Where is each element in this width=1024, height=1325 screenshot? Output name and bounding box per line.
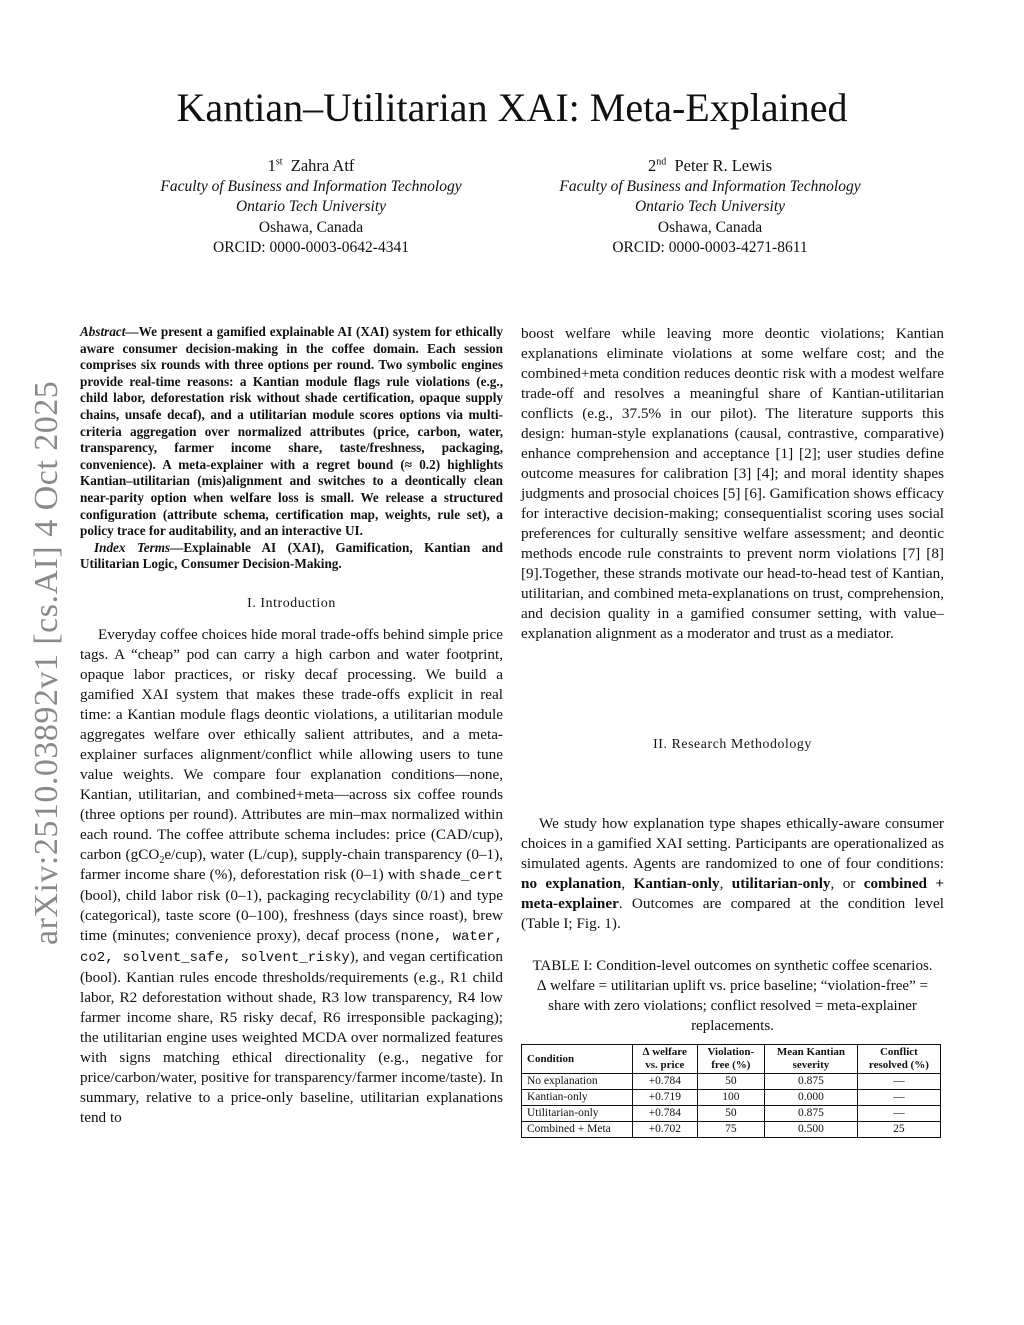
cell-severity: 0.000 <box>765 1090 858 1106</box>
header-severity: Mean Kantian severity <box>765 1045 858 1074</box>
header-welfare: ∆ welfare vs. price <box>633 1045 698 1074</box>
cell-condition: No explanation <box>522 1074 633 1090</box>
table-row <box>522 1122 941 1138</box>
table-caption: TABLE I: Condition-level outcomes on synthetic coffee scenarios. ∆ welfare = utilitarian uplift vs. price baseline; “violation-free” = share with zero violations; conflict resolved = meta-explainer replacements. <box>532 958 933 1034</box>
cell-welfare: +0.784 <box>633 1074 698 1090</box>
author-name: 1st Zahra Atf <box>267 156 355 175</box>
cell-conflict: — <box>857 1106 940 1122</box>
intro-paragraph-continued: boost welfare while leaving more deontic violations; Kantian explanations eliminate violations at some welfare cost; and the combined+meta condition reduces deontic risk with a modest welfare trade-off and resolves a meaningful share of Kantian-utilitarian conflicts (e.g., 37.5% in our pilot). The literature supports this design: human-style explanations (causal, contrastive, comparative) enhance comprehension and acceptance [1] [2]; user studies define outcome measures for calibration [3] [4]; and moral identity shapes judgments and prosocial choices [5] [6]. Gamification shows efficacy for interactive decision-making; consequentialist scoring uses social preferences for culturally sensitive welfare assessment; and deontic methods encode rule constraints to prevent norm violations [7] [8] [9].Together, these strands motivate our head-to-head test of Kantian, utilitarian, and combined meta-explanations on trust, comprehension, and decision quality in a gamified consumer setting, with value–explanation alignment as a moderator and trust as a mediator. <box>521 325 944 642</box>
author-orcid: ORCID: 0000-0003-0642-4341 <box>213 239 409 256</box>
author-block-1 <box>101 156 521 259</box>
table-row <box>522 1074 941 1090</box>
cell-severity: 0.875 <box>765 1074 858 1090</box>
author-orcid: ORCID: 0000-0003-4271-8611 <box>612 239 808 256</box>
author-university: Ontario Tech University <box>634 198 786 215</box>
methodology-paragraph: We study how explanation type shapes ethically-aware consumer choices in a gamified XAI setting. Participants are operationalized as simulated agents. Agents are randomized to one of four conditions: no explanation, Kantian-only, utilitarian-only, or combined + meta-explainer. Outcomes are compared at the condition level (Table I; Fig. 1). <box>521 815 945 932</box>
table-header-row <box>522 1045 941 1074</box>
header-condition: Condition <box>522 1045 633 1074</box>
cell-welfare: +0.784 <box>633 1106 698 1122</box>
cell-conflict: — <box>857 1074 940 1090</box>
author-location: Oshawa, Canada <box>657 218 763 236</box>
cell-violation-free: 50 <box>697 1074 765 1090</box>
section-heading-introduction: I. Introduction <box>247 594 336 610</box>
cell-welfare: +0.702 <box>633 1122 698 1138</box>
paper-title: Kantian–Utilitarian XAI: Meta-Explained <box>176 85 848 130</box>
cell-violation-free: 75 <box>697 1122 765 1138</box>
author-affiliation: Faculty of Business and Information Technology <box>160 177 462 195</box>
cell-violation-free: 100 <box>697 1090 765 1106</box>
cell-conflict: — <box>857 1090 940 1106</box>
author-block-2 <box>500 156 920 259</box>
intro-paragraph: Everyday coffee choices hide moral trade-offs behind simple price tags. A “cheap” pod can carry a high carbon and water footprint, opaque labor practices, or risky decaf processing. We build a gamified XAI system that makes these trade-offs explicit in real time: a Kantian module flags deontic violations, a utilitarian module aggregates welfare over ethically salient attributes, and a meta-explainer surfaces alignment/conflict while allowing users to tune value weights. We compare four explanation conditions—none, Kantian, utilitarian, and combined+meta—across six coffee rounds (three options per round). Attributes are min–max normalized within each round. The coffee attribute schema includes: price (CAD/cup), carbon (gCO$_2$e/cup), water (L/cup), supply-chain transparency (0–1), farmer income share (%), deforestation risk (0–1) with shade_cert (bool), child labor risk (0–1), packaging recyclability (0/1) and type (categorical), taste score (0–100), freshness (days since roast), brew time (minutes; convenience proxy), decaf process (none, water, co2, solvent_safe, solvent_risky), and vegan certification (bool). Kantian rules encode thresholds/requirements (e.g., R1 child labor, R2 deforestation without shade, R3 low transparency, R4 low farmer income share, R5 risky decaf, R6 irresponsible packaging); the utilitarian engine uses weighted MCDA over normalized features with signs matching ethical directionality (e.g., negative for price/carbon/water, positive for transparency/farmer income/taste). In summary, relative to a price-only baseline, utilitarian explanations tend to <box>80 625 503 1126</box>
header-conflict: Conflict resolved (%) <box>857 1045 940 1074</box>
header-violation-free: Violation- free (%) <box>697 1045 765 1074</box>
table-row <box>522 1090 941 1106</box>
cell-conflict: 25 <box>857 1122 940 1138</box>
table-row <box>522 1106 941 1122</box>
author-location: Oshawa, Canada <box>258 218 364 236</box>
right-column <box>521 324 944 1138</box>
cell-violation-free: 50 <box>697 1106 765 1122</box>
section-heading-methodology: II. Research Methodology <box>653 736 812 751</box>
author-name: 2nd Peter R. Lewis <box>647 156 773 175</box>
cell-condition: Kantian-only <box>522 1090 633 1106</box>
author-university: Ontario Tech University <box>235 198 387 215</box>
arxiv-identifier-stamp: arXiv:2510.03892v1 [cs.AI] 4 Oct 2025 <box>28 380 65 945</box>
cell-condition: Utilitarian-only <box>522 1106 633 1122</box>
left-column <box>80 324 503 1128</box>
cell-severity: 0.875 <box>765 1106 858 1122</box>
author-affiliation: Faculty of Business and Information Technology <box>559 177 861 195</box>
cell-severity: 0.500 <box>765 1122 858 1138</box>
cell-welfare: +0.719 <box>633 1090 698 1106</box>
index-terms: Index Terms—Explainable AI (XAI), Gamification, Kantian and Utilitarian Logic, Consumer Decision-Making. <box>80 539 503 572</box>
abstract: Abstract—We present a gamified explainable AI (XAI) system for ethically aware consumer decision-making in the coffee domain. Each session comprises six rounds with three options per round. Two symbolic engines provide real-time reasons: a Kantian module flags rule violations (e.g., child labor, deforestation risk without shade certification, opaque supply chains, unsafe decaf), and a utilitarian module scores options via multi-criteria aggregation over normalized attributes (price, carbon, water, transparency, farmer income share, taste/freshness, packaging, convenience). A meta-explainer with a regret bound (≈ 0.2) highlights Kantian–utilitarian (mis)alignment and switches to a deontically clean near-parity option when welfare loss is small. We release a structured configuration (attribute schema, certification map, weights, rule set), a policy trace for auditability, and an interactive UI. <box>80 324 503 539</box>
cell-condition: Combined + Meta <box>522 1122 633 1138</box>
outcomes-table <box>521 1044 941 1138</box>
